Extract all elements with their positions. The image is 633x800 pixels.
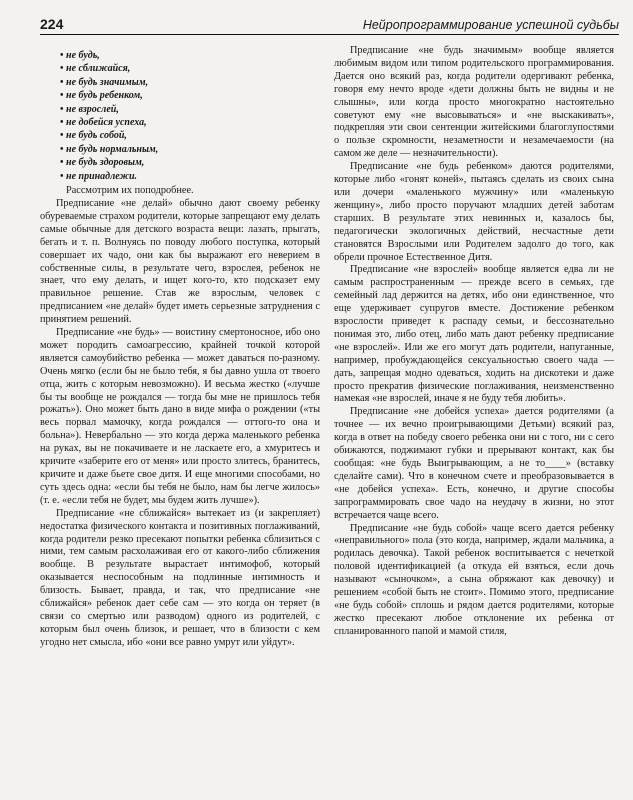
list-item: • не будь нормальным, <box>60 143 320 156</box>
paragraph: Предписание «не взрослей» вообще является едва ли не самым распространенным — прежде всего в семьях, где семейный лад держится на детях, ибо они единственное, что еще удерживает супругов вместе. Достижение ребенком взрослости приведет к распаду семьи, и бессознательно понимая это, либо отец, либо мать дают ребенку предписание «не взрослей». Или же его могут дать родители, напуганные, например, пробуждающейся сексуальностью своего чада — дать, запрещая модно одеваться, ходить на дискотеки и даже просто прекратив физические поглаживания, неизменственно намекая «не взрослей, иначе я не буду тебя любить». <box>334 264 614 405</box>
list-item: • не будь собой, <box>60 129 320 142</box>
running-title: Нейропрограммирование успешной судьбы <box>362 18 619 32</box>
list-item: • не принадлежи. <box>60 170 320 183</box>
paragraph: Предписание «не делай» обычно дают своему ребенку обуреваемые страхом родители, которые запрещают ему делать самые обычные для детского возраста вещи: лазать, прыгать, бегать и т. п. Волнуясь по поводу любого поступка, который совершает их чадо, они как бы выражают его неверием в собственные силы, в результате чего, взрослея, ребенок не знает, что ему делать, и ищет кого-то, кто подсказет ему правильное решение. Став же взрослым, человек с предписанием «не делай» будет иметь серьезные затруднения с принятием решений. <box>40 197 320 326</box>
list-item: • не будь значимым, <box>60 76 320 89</box>
paragraph: Предписание «не будь значимым» вообще является любимым видом или типом родительского программирования. Дается оно всякий раз, когда родители одергивают ребенка, говоря ему нечто вроде «дети должны быть не видны и не слышны», или когда просто многократно настоятельно советуют ему «не высовываться» и «не выскакивать», подкрепляя эти свои сентенции житейскими благоглупостями о пользе скромности, незаметности и незамечаемости (на самом же деле — незначительности). <box>334 45 614 160</box>
paragraph: Рассмотрим их поподробнее. <box>66 185 194 197</box>
left-column <box>40 45 320 650</box>
list-item: • не будь ребенком, <box>60 89 320 102</box>
paragraph: Предписание «не сближайся» вытекает из (и закрепляет) недостатка физического контакта и позитивных поглаживаний, когда родители резко пресекают попытки ребенка сблизиться с ними, тем самым расхолаживая его от какого-либо сближения вообще. В результате вырастает интимофоб, который оказывается неспособным на подлинные интимность и близость. Бывает, правда, и так, что предписание «не сближайся» ребенок дает себе сам — это когда он теряет (в связи со смертью или разводом) одного из родителей, с которым был очень близок, и решает, что в близости с кем угодно нет смысла, ибо «они все равно умрут или уйдут». <box>40 507 320 648</box>
list-item: • не взрослей, <box>60 103 320 116</box>
text-columns <box>40 45 619 650</box>
list-item: • не сближайся, <box>60 62 320 75</box>
paragraph: Предписание «не добейся успеха» дается родителями (а точнее — их вечно проигрывающими Детьми) всякий раз, когда в ответ на победу своего ребенка они ни с того, ни с сего обижаются, поджимают губки и прерывают контакт, как бы сообщая: «не будь Выигрывающим, а не то____» (вставку сделайте сами). Что в конечном счете и преобразовывается в «не добейся успеха». Есть, конечно, и другие способы запрограммировать свое чадо на неудачу в жизни, но этот встречается чаще всего. <box>334 406 614 521</box>
page-header <box>40 12 619 35</box>
right-column <box>334 45 614 650</box>
list-item: • не будь здоровым, <box>60 156 320 169</box>
page-number: 224 <box>40 16 64 32</box>
list-item: • не добейся успеха, <box>60 116 320 129</box>
paragraph: Предписание «не будь ребенком» даются родителями, которые либо «гонят коней», пытаясь сделать из своих сына или дочери «маленького мужчину» или «маленькую женщину», либо просто поручают младших детей заботам старших. В результате этих невинных и, казалось бы, педагогически экологичных действий, несчастные дети становятся Взрослыми или Родителем задолго до того, как обрели прочное Естественное Дитя. <box>334 161 614 263</box>
paragraph: Предписание «не будь» — воистину смертоносное, ибо оно может породить самоагрессию, крайней точкой которой является самоубийство ребенка — может даваться по-разному. Очень мягко (если бы не было тебя, я бы давно ушла от твоего отца, жить с которым невозможно). И весьма жестко («лучше бы ты вообще не рождался — тогда бы мне не пришлось тебя рожать»). Оно может быть дано в виде мифа о рождении («ты весь порвал мамочку, когда рождался — оттого-то она и больна»). Невербально — это когда держа маленького ребенка на руках, вы не покачиваете и не ласкаете его, а хмуритесь и кричите «заберите его от меня» или просто злитесь, бранитесь, кричите и даже бьете свое дитя. И еще многими способами, но суть здесь одна: «если бы тебя не было, нам бы легче жилось» (т. е. «если тебя не будет, мы будем жить лучше»). <box>40 327 320 506</box>
paragraph: Предписание «не будь собой» чаще всего дается ребенку «неправильного» пола (это когда, например, ждали мальчика, а родилась девочка). Такой ребенок воспитывается с нечеткой половой идентификацией (а откуда ей взяться, если дочь называют «сыночком», а сына обряжают как девочку) и решением «собой быть не стоит». Помимо этого, предписание «не будь собой» сплошь и рядом дается родителями, которые жестко пресекают любое отклонение их ребенка от спланированного папой и мамой стиля, <box>334 522 614 637</box>
injunction-list <box>40 49 320 183</box>
list-item: • не будь, <box>60 49 320 62</box>
